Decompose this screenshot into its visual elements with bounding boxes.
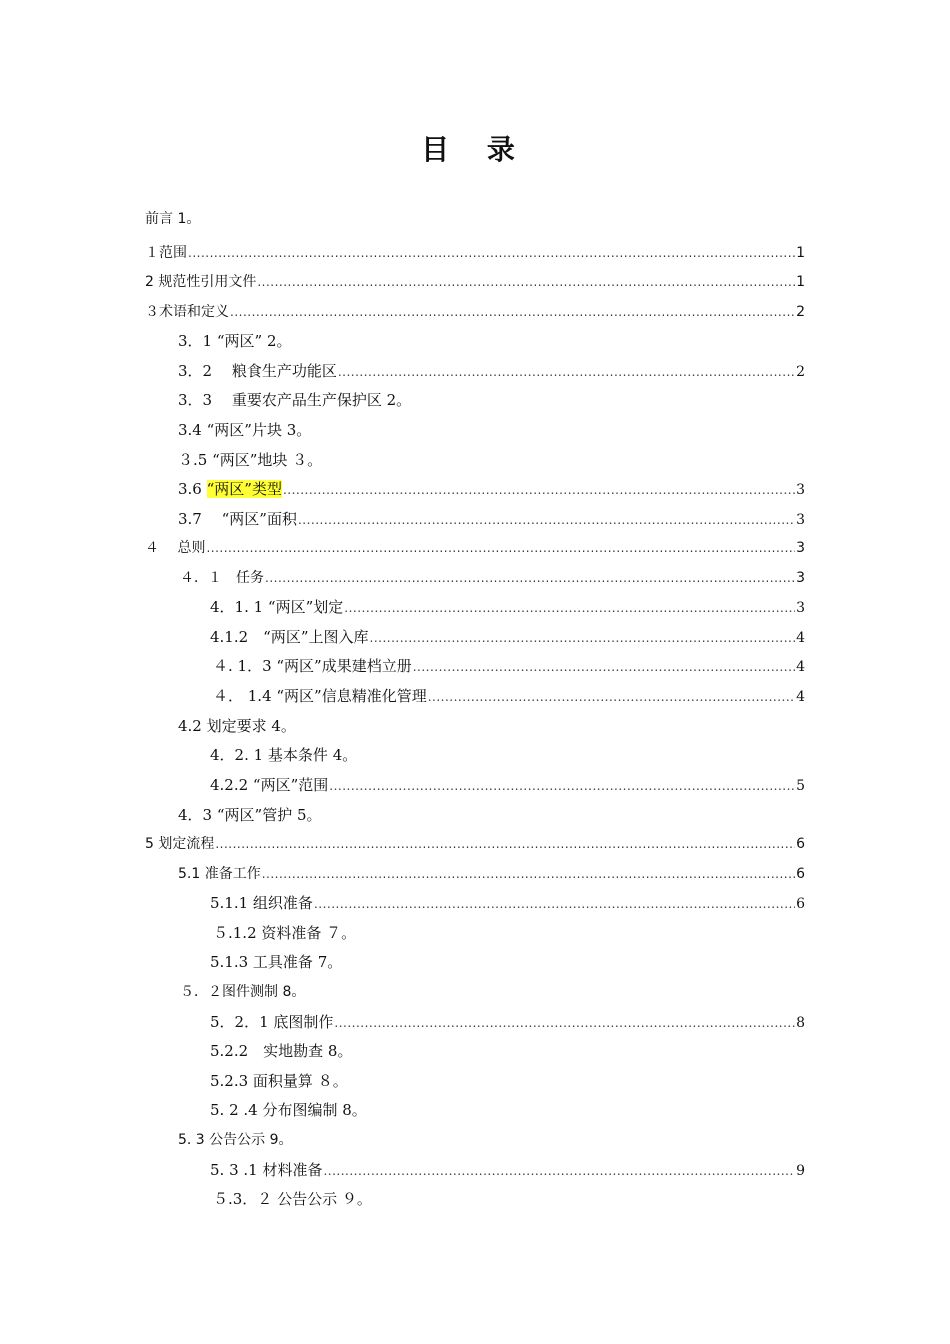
toc-entry-4-1[interactable] — [180, 567, 805, 589]
toc-entry-scope[interactable] — [145, 242, 805, 264]
toc-entry-5-1-1[interactable] — [210, 892, 805, 914]
toc-page-number: 6 — [796, 866, 805, 882]
toc-entry-delineation-process[interactable] — [145, 833, 805, 855]
toc-page-number: 1 — [796, 274, 805, 290]
toc-entry-5-3-2[interactable] — [213, 1188, 805, 1210]
toc-entry-normative-references[interactable] — [145, 271, 805, 293]
toc-entry-label: 3．1 “两区” 2。 — [178, 332, 292, 350]
dot-leader — [344, 596, 795, 619]
toc-entry-5-2-4[interactable] — [210, 1099, 805, 1121]
toc-entry-4-1-3[interactable] — [213, 655, 805, 677]
toc-entry-label: 4．2. 1 基本条件 4。 — [210, 746, 358, 764]
toc-entry-label: ４．１ 任务 — [180, 570, 264, 586]
toc-page-number: 9 — [796, 1163, 805, 1179]
toc-page-number: 3 — [796, 482, 805, 498]
toc-entry-label: 5. 3 公告公示 9。 — [178, 1132, 293, 1148]
dot-leader — [338, 360, 795, 383]
toc-entry-general[interactable] — [145, 537, 805, 559]
toc-entry-5-1-2[interactable] — [213, 922, 805, 944]
toc-entry-label: 5.1 准备工作 — [178, 866, 261, 882]
toc-entry-label: ３.5 “两区”地块 ３。 — [178, 451, 323, 469]
toc-entry-label: 4.2.2 “两区”范围 — [210, 776, 329, 794]
toc-entry-label: ５.1.2 资料准备 ７。 — [213, 924, 357, 942]
toc-entry-label: 3．2 粮食生产功能区 — [178, 362, 337, 380]
toc-entry-4-2[interactable] — [178, 715, 805, 737]
toc-entry-3-2[interactable] — [178, 360, 805, 382]
toc-entry-4-1-2[interactable] — [210, 626, 805, 648]
toc-entry-label: 4.2 划定要求 4。 — [178, 717, 296, 735]
toc-entry-5-2[interactable] — [180, 981, 805, 1003]
toc-entry-5-3-1[interactable] — [210, 1159, 805, 1181]
toc-entry-label: 5.2.2 实地勘查 8。 — [210, 1042, 353, 1060]
toc-entry-label: 5.1.3 工具准备 7。 — [210, 953, 343, 971]
toc-entry-number: 3.6 — [178, 480, 207, 498]
toc-entry-4-2-1[interactable] — [210, 744, 805, 766]
dot-leader — [413, 655, 795, 678]
toc-page-number: 2 — [796, 364, 805, 380]
toc-entry-4-3[interactable] — [178, 804, 805, 826]
toc-entry-5-2-3[interactable] — [210, 1070, 805, 1092]
toc-entry-3-1[interactable] — [178, 330, 805, 352]
dot-leader — [314, 892, 795, 915]
toc-entry-label: 5.1.1 组织准备 — [210, 894, 313, 912]
toc-page-number: 3 — [796, 570, 805, 586]
toc-entry-label: 4．1. 1 “两区”划定 — [210, 598, 344, 616]
toc-entry-terms[interactable] — [145, 301, 805, 323]
toc-entry-3-5[interactable] — [178, 449, 805, 471]
toc-entry-5-1-3[interactable] — [210, 951, 805, 973]
toc-entry-label: ３术语和定义 — [145, 304, 229, 320]
toc-entry-label: １范围 — [145, 245, 187, 261]
toc-entry-5-2-1[interactable] — [210, 1011, 805, 1033]
dot-leader — [298, 508, 795, 531]
dot-leader — [188, 242, 795, 264]
toc-page-number: 4 — [796, 689, 805, 705]
toc-entry-3-4[interactable] — [178, 419, 805, 441]
toc-entry-label: 3．3 重要农产品生产保护区 2。 — [178, 391, 412, 409]
toc-entry-label: 2 规范性引用文件 — [145, 274, 257, 290]
toc-entry-label: 4.1.2 “两区”上图入库 — [210, 628, 369, 646]
toc-page-number: 4 — [796, 630, 805, 646]
toc-page-number: 2 — [796, 304, 805, 320]
dot-leader — [206, 537, 795, 559]
toc-page-number: 5 — [796, 778, 805, 794]
toc-entry-label: 3.7 “两区”面积 — [178, 510, 297, 528]
highlighted-text: “两区”类型 — [206, 480, 282, 498]
toc-page-number: 6 — [796, 836, 805, 852]
dot-leader — [215, 833, 795, 855]
dot-leader — [262, 863, 795, 885]
page-title: 目 录 — [421, 133, 529, 166]
toc-entry-label: 3.4 “两区”片块 3。 — [178, 421, 312, 439]
toc-page-number: 3 — [796, 600, 805, 616]
toc-entry-3-3[interactable] — [178, 389, 805, 411]
toc-page-number: 3 — [796, 540, 805, 556]
toc-page-number: 1 — [796, 245, 805, 261]
toc-entry-label: ４ 总则 — [145, 540, 206, 556]
toc-entry-4-2-2[interactable] — [210, 774, 805, 796]
toc-entry-5-1[interactable] — [178, 863, 805, 885]
dot-leader — [329, 774, 795, 797]
toc-entry-label: 4．3 “两区”管护 5。 — [178, 806, 322, 824]
toc-entry-label: 5 划定流程 — [145, 836, 215, 852]
toc-entry-preface[interactable] — [145, 208, 805, 230]
toc-entry-label: ４． 1.4 “两区”信息精准化管理 — [213, 687, 427, 705]
toc-entry-label: 5.2.3 面积量算 ８。 — [210, 1072, 348, 1090]
toc-page-number: 8 — [796, 1015, 805, 1031]
toc-entry-label: ５.3．２ 公告公示 ９。 — [213, 1190, 372, 1208]
toc-entry-label: ５．２图件测制 8。 — [180, 984, 306, 1000]
dot-leader — [428, 685, 795, 708]
dot-leader — [257, 271, 795, 293]
toc-entry-5-2-2[interactable] — [210, 1040, 805, 1062]
toc-page-number: 4 — [796, 659, 805, 675]
toc-page-number: 6 — [796, 896, 805, 912]
toc-entry-label: 5．2．1 底图制作 — [210, 1013, 334, 1031]
toc-entry-label: 5. 3 .1 材料准备 — [210, 1161, 323, 1179]
toc-entry-3-6[interactable] — [178, 478, 805, 500]
toc-page-number: 3 — [796, 512, 805, 528]
dot-leader — [230, 301, 795, 323]
toc-entry-label: ４. 1．3 “两区”成果建档立册 — [213, 657, 412, 675]
toc-entry-4-1-4[interactable] — [213, 685, 805, 707]
dot-leader — [323, 1159, 795, 1182]
dot-leader — [334, 1011, 795, 1034]
toc-entry-label: 前言 1。 — [145, 211, 201, 227]
toc-entry-3-7[interactable] — [178, 508, 805, 530]
toc-entry-label — [178, 478, 282, 500]
dot-leader — [283, 478, 795, 501]
toc-entry-4-1-1[interactable] — [210, 596, 805, 618]
dot-leader — [265, 567, 795, 589]
toc-entry-label: 5. 2 .4 分布图编制 8。 — [210, 1101, 367, 1119]
toc-entry-5-3[interactable] — [178, 1129, 805, 1151]
dot-leader — [370, 626, 796, 649]
